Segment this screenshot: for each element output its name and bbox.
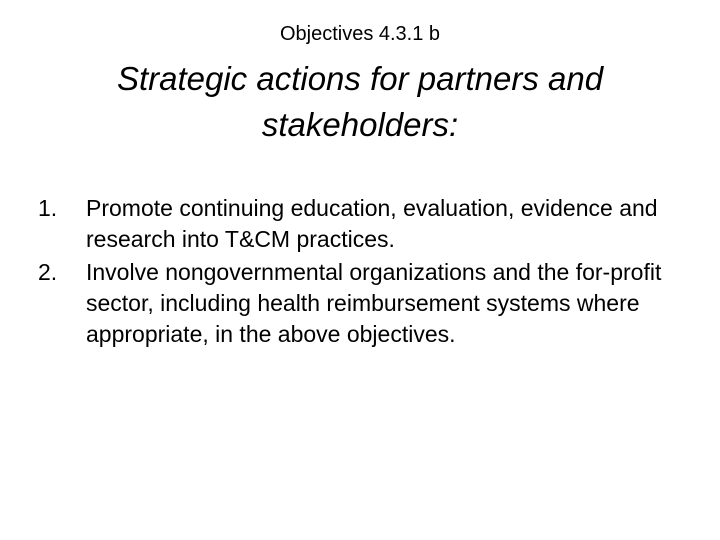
list-item-text: Promote continuing education, evaluation, evidence and research into T&CM practices. <box>86 195 658 252</box>
list-item-text: Involve nongovernmental organizations and the for-profit sector, including health reimbursement systems where appropriate, in the above objectives. <box>86 259 662 347</box>
objectives-list <box>38 193 678 352</box>
list-item <box>38 193 678 255</box>
list-item-number: 1. <box>38 195 58 221</box>
slide-title: Strategic actions for partners and stakeholders: <box>116 60 604 143</box>
list-item-number: 2. <box>38 259 58 285</box>
slide-header: Objectives 4.3.1 b <box>279 23 441 45</box>
list-item <box>38 257 678 350</box>
